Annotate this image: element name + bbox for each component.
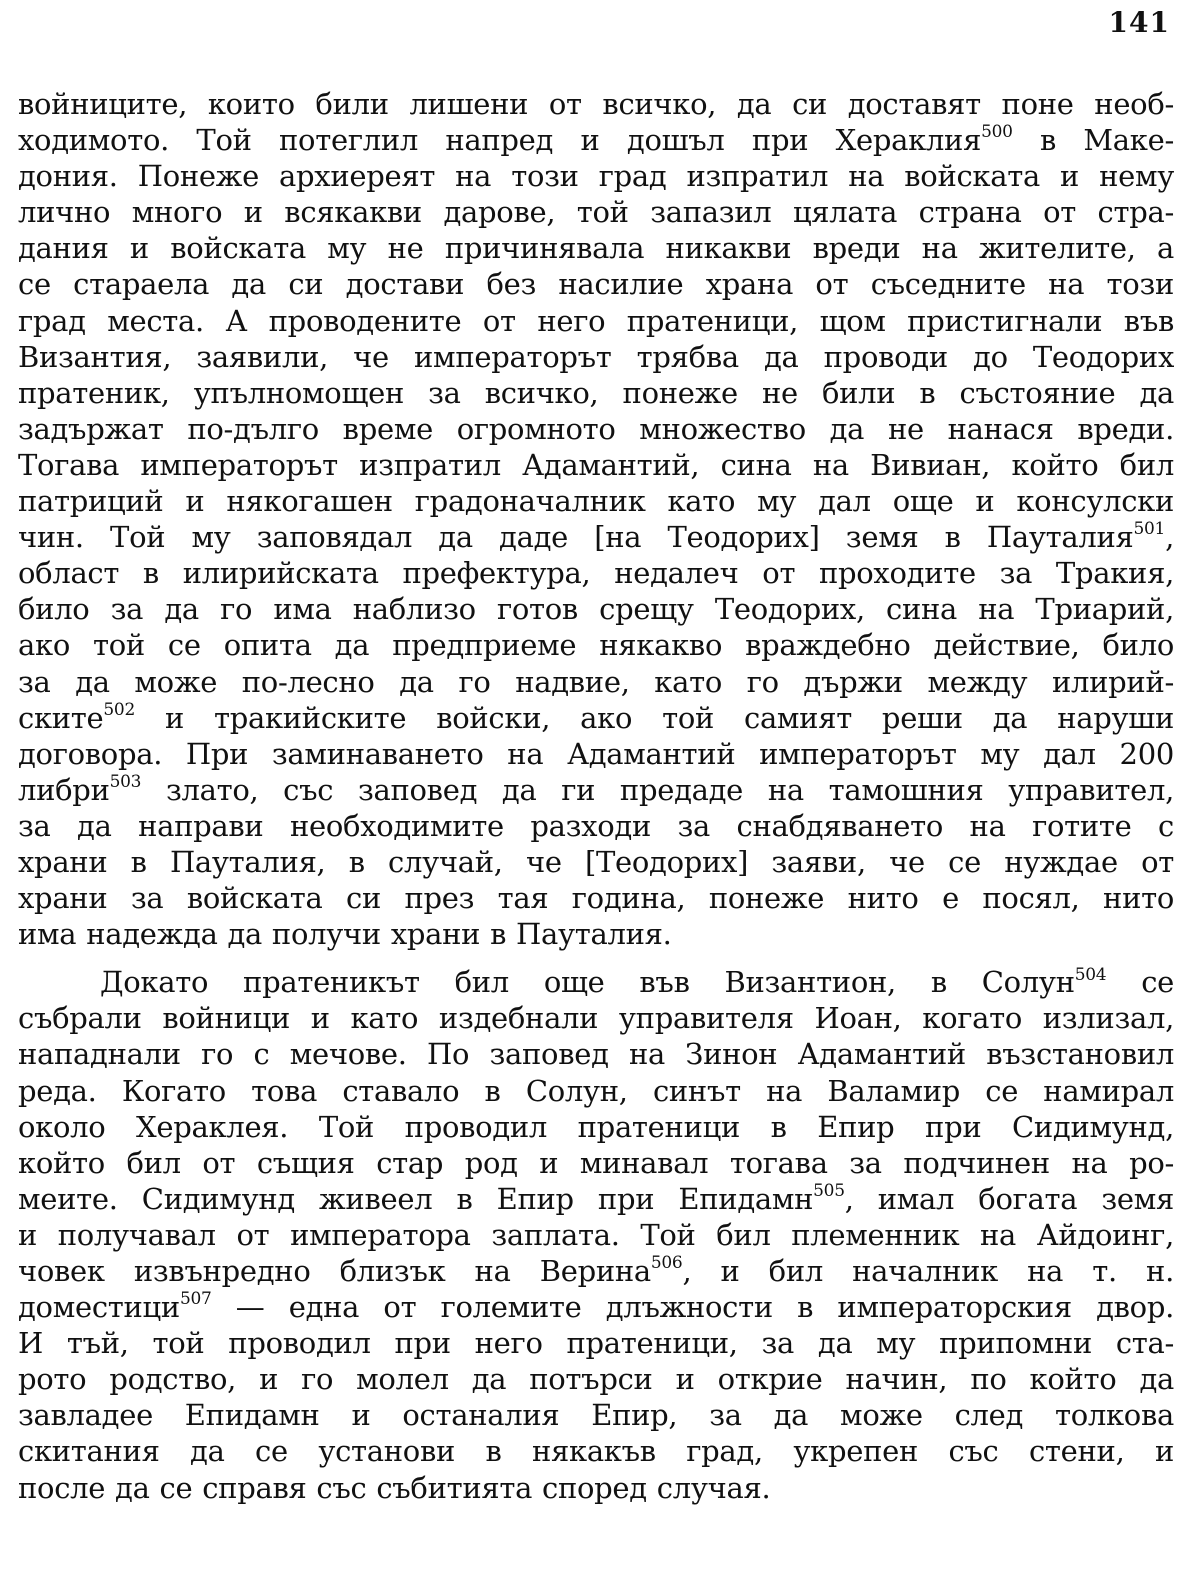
- footnote-ref: 504: [1074, 964, 1107, 985]
- text-line: завладее Епидамн и останалия Епир, за да може след толкова: [18, 1398, 1174, 1433]
- text-line: ако той се опита да предприеме някакво враждебно действие, било: [18, 628, 1174, 663]
- text-line: задържат по-дълго време огромното множество да не нанася вреди.: [18, 411, 1174, 446]
- text-line: за да направи необходимите разходи за снабдяването на готите с: [18, 808, 1174, 843]
- text-line: либри$^{503}$ злато, със заповед да ги предаде на тамошния управител,: [18, 772, 1174, 807]
- footnote-ref: 500: [981, 122, 1013, 143]
- text-line: войниците, които били лишени от всичко, да си доставят поне необ-: [18, 87, 1174, 121]
- text-line: пратеник, упълномощен за всичко, понеже не били в състояние да: [18, 375, 1174, 410]
- text-line: после да се справя със събитията според случая.: [18, 1470, 771, 1505]
- text-line: доместици$^{507}$ — една от големите длъжности в императорския двор.: [18, 1289, 1174, 1325]
- text-line: който бил от същия стар род и минавал тогава за подчинен на ро-: [18, 1145, 1174, 1180]
- footnote-ref: 507: [179, 1289, 212, 1310]
- document-page: [18, 0, 1174, 1578]
- text-line: има надежда да получи храни в Пауталия.: [18, 917, 672, 952]
- footnote-ref: 506: [650, 1253, 683, 1274]
- text-line: рото родство, и го молел да потърси и открие начин, по който да: [18, 1362, 1174, 1397]
- text-line: човек извънредно близък на Верина$^{506}$, и бил началник на т. н.: [18, 1253, 1174, 1288]
- text-line: ходимото. Той потеглил напред и дошъл при Хераклия$^{500}$ в Маке-: [18, 122, 1174, 158]
- text-line: Докато пратеникът бил още във Византион, в Солун$^{504}$ се: [100, 964, 1174, 1000]
- text-line: ските$^{502}$ и тракийските войски, ако той самият реши да наруши: [18, 699, 1174, 735]
- footnote-ref: 505: [813, 1181, 845, 1202]
- page-number: 141: [1108, 6, 1170, 39]
- text-line: меите. Сидимунд живеел в Епир при Епидамн$^{505}$, имал богата земя: [18, 1181, 1174, 1216]
- footnote-ref: 503: [109, 772, 142, 793]
- text-line: нападнали го с мечове. По заповед на Зинон Адамантий възстановил: [18, 1037, 1174, 1072]
- text-line: договора. При заминаването на Адамантий императорът му дал 200: [18, 736, 1174, 771]
- text-line: чин. Той му заповядал да даде [на Теодорих] земя в Пауталия$^{501}$,: [18, 519, 1174, 555]
- text-line: Византия, заявили, че императорът трябва да проводи до Теодорих: [18, 339, 1174, 374]
- body-text: [18, 86, 1174, 1506]
- text-line: около Хераклея. Той проводил пратеници в Епир при Сидимунд,: [18, 1109, 1174, 1144]
- text-line: скитания да се установи в някакъв град, укрепен със стени, и: [18, 1434, 1174, 1469]
- paragraph-2: [18, 964, 1174, 1505]
- text-line: и получавал от императора заплата. Той бил племенник на Айдоинг,: [18, 1217, 1174, 1252]
- footnote-ref: 502: [103, 699, 135, 720]
- text-line: се стараела да си достави без насилие храна от съседните на този: [18, 267, 1174, 302]
- text-line: дония. Понеже архиереят на този град изпратил на войската и нему: [18, 159, 1174, 194]
- text-line: събрали войници и като издебнали управителя Иоан, когато излизал,: [18, 1001, 1174, 1036]
- text-line: храни в Пауталия, в случай, че [Теодорих] заяви, че се нуждае от: [18, 844, 1174, 879]
- text-line: реда. Когато това ставало в Солун, синът на Валамир се намирал: [18, 1073, 1174, 1108]
- paragraph-1: [18, 86, 1174, 952]
- text-line: град места. А проводените от него пратеници, щом пристигнали във: [18, 303, 1174, 338]
- text-line: храни за войската си през тая година, понеже нито е посял, нито: [18, 881, 1174, 916]
- text-line: лично много и всякакви дарове, той запазил цялата страна от стра-: [18, 195, 1174, 230]
- footnote-ref: 501: [1133, 519, 1166, 540]
- text-line: за да може по-лесно да го надвие, като го държи между илирий-: [18, 664, 1174, 699]
- text-line: И тъй, той проводил при него пратеници, за да му припомни ста-: [18, 1326, 1174, 1361]
- text-line: област в илирийската префектура, недалеч от проходите за Тракия,: [18, 556, 1174, 591]
- text-line: дания и войската му не причинявала никакви вреди на жителите, а: [18, 231, 1174, 266]
- text-line: патриций и някогашен градоначалник като му дал още и консулски: [18, 484, 1174, 519]
- text-line: Тогава императорът изпратил Адамантий, сина на Вивиан, който бил: [18, 447, 1174, 482]
- text-line: било за да го има наблизо готов срещу Теодорих, сина на Триарий,: [18, 592, 1174, 627]
